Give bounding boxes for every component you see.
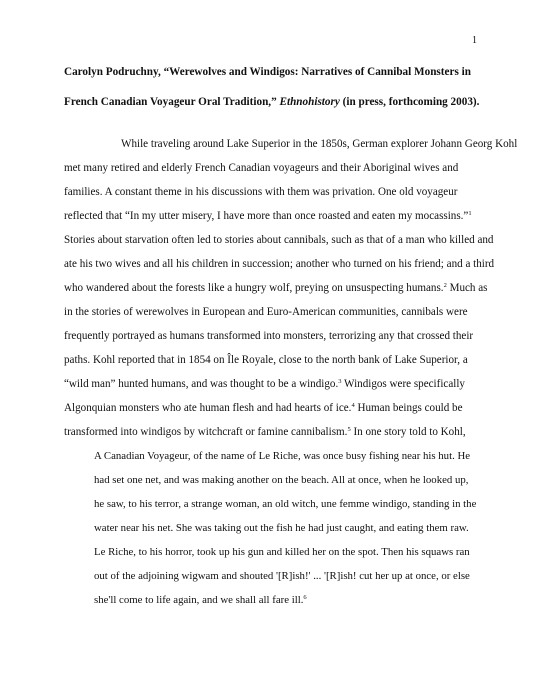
citation-heading-line-2	[64, 96, 484, 108]
block-quote-line: had set one net, and was making another on the beach. All at once, when he looked up,	[94, 474, 469, 486]
body-line: families. A constant theme in his discussions with them was privation. One old voyageur	[64, 186, 458, 198]
body-line: ate his two wives and all his children in succession; another who turned on his friend; and a third	[64, 258, 495, 270]
footnote-ref[interactable]: 3	[338, 378, 342, 385]
body-text: “wild man” hunted humans, and was thought to be a windigo.	[64, 378, 339, 390]
body-text: Algonquian monsters who ate human flesh and had hearts of ice.	[64, 402, 352, 414]
body-line	[64, 282, 488, 294]
citation-heading-line-1: Carolyn Podruchny, “Werewolves and Windigos: Narratives of Cannibal Monsters in	[64, 66, 471, 78]
block-quote-line	[94, 594, 307, 606]
body-text: Much as	[446, 282, 488, 294]
body-line	[64, 426, 466, 438]
block-quote-line: water near his net. She was taking out the fish he had just caught, and eating them raw.	[94, 522, 469, 534]
block-quote-line: out of the adjoining wigwam and shouted '[R]ish!' ... '[R]ish! cut her up at once, or else	[94, 570, 470, 582]
footnote-ref[interactable]: 5	[347, 426, 351, 433]
block-quote-line: A Canadian Voyageur, of the name of Le Riche, was once busy fishing near his hut. He	[94, 450, 471, 462]
footnote-ref[interactable]: 1	[468, 210, 472, 217]
block-quote-line: he saw, to his terror, a strange woman, an old witch, une femme windigo, standing in the	[94, 498, 477, 510]
body-text: reflected that “In my utter misery, I have more than once roasted and eaten my mocassins.”	[64, 210, 469, 222]
citation-heading-text: French Canadian Voyageur Oral Tradition,”	[64, 96, 280, 108]
body-text: Human beings could be	[354, 402, 463, 414]
body-line: frequently portrayed as humans transformed into monsters, terrorizing any that crossed their	[64, 330, 474, 342]
journal-title: Ethnohistory	[279, 96, 340, 108]
block-quote-text: she'll come to life again, and we shall all fare ill.	[94, 594, 304, 606]
body-line: paths. Kohl reported that in 1854 on Île Royale, close to the north bank of Lake Superior, a	[64, 354, 468, 366]
block-quote-line: Le Riche, to his horror, took up his gun and killed her on the spot. Then his squaws ran	[94, 546, 470, 558]
citation-heading-status: (in press, forthcoming 2003).	[339, 96, 480, 108]
footnote-ref[interactable]: 6	[303, 594, 307, 601]
footnote-ref[interactable]: 2	[443, 282, 447, 289]
body-line: While traveling around Lake Superior in the 1850s, German explorer Johann Georg Kohl	[121, 138, 518, 150]
page-number: 1	[472, 35, 477, 46]
body-text: transformed into windigos by witchcraft or famine cannibalism.	[64, 426, 348, 438]
body-line: Stories about starvation often led to stories about cannibals, such as that of a man who killed and	[64, 234, 494, 246]
body-line	[64, 210, 472, 222]
body-text: who wandered about the forests like a hungry wolf, preying on unsuspecting humans.	[64, 282, 444, 294]
body-line: met many retired and elderly French Canadian voyageurs and their Aboriginal wives and	[64, 162, 459, 174]
body-line	[64, 402, 463, 414]
body-text: Windigos were specifically	[341, 378, 465, 390]
footnote-ref[interactable]: 4	[351, 402, 355, 409]
body-line	[64, 378, 465, 390]
body-text: In one story told to Kohl,	[350, 426, 466, 438]
body-line: in the stories of werewolves in European and Euro-American communities, cannibals were	[64, 306, 468, 318]
